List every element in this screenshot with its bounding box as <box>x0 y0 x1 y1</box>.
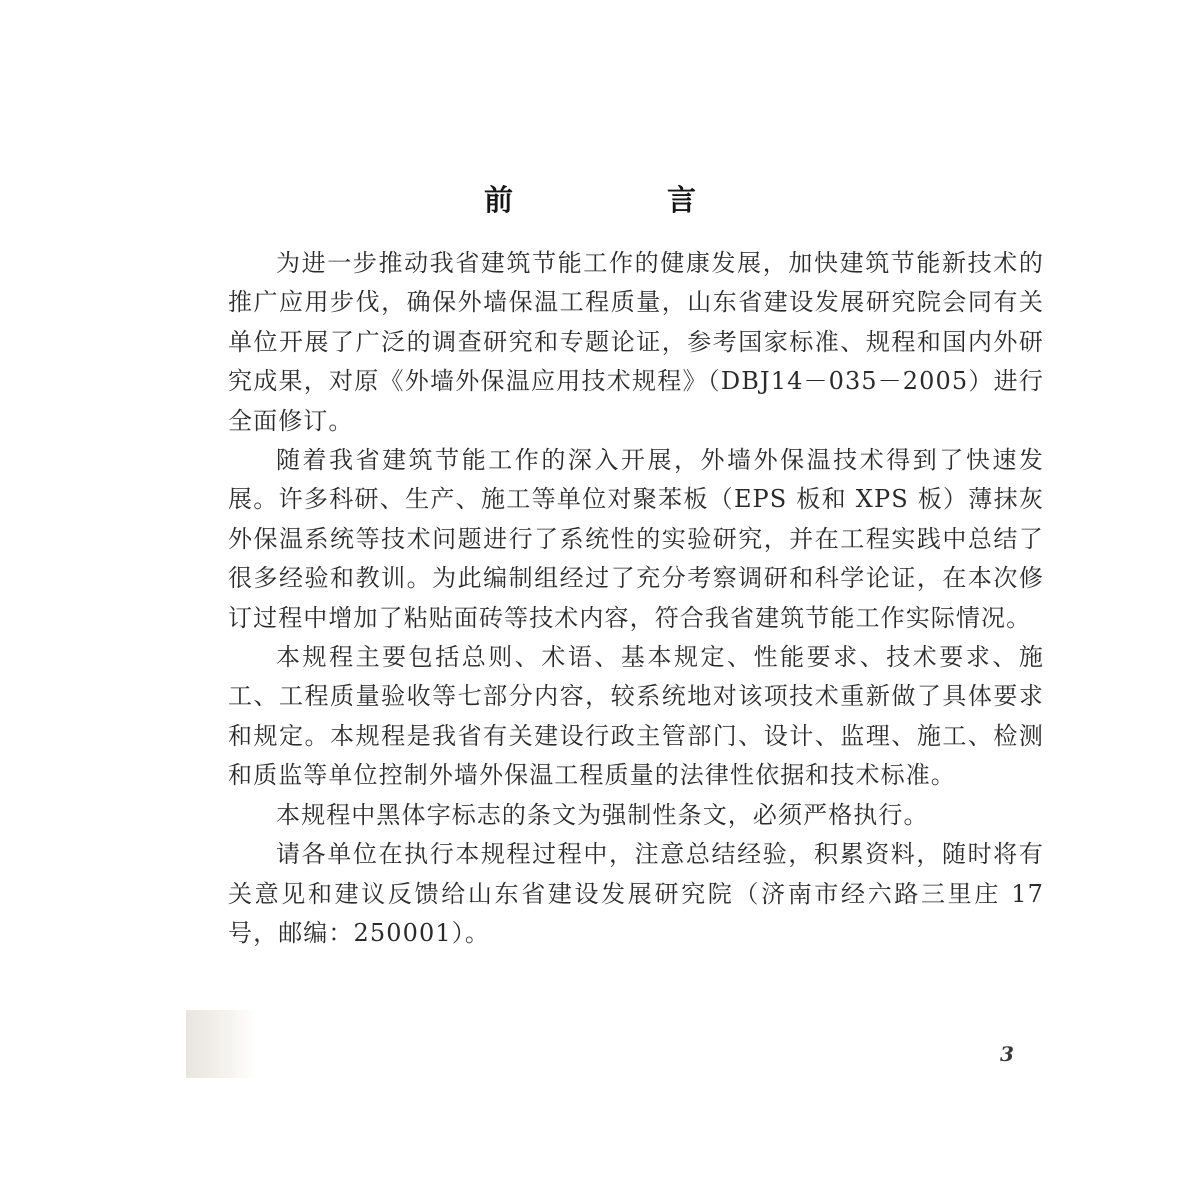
paragraph-4: 本规程中黑体字标志的条文为强制性条文，必须严格执行。 <box>276 800 929 829</box>
scan-shadow <box>186 1010 256 1078</box>
paragraph-5: 请各单位在执行本规程过程中，注意总结经验，积累资料，随时将有关意见和建议反馈给山东省建设发展研究院（济南市经六路三里庄 17 号，邮编：250001）。 <box>228 840 1044 947</box>
paragraph-1: 为进一步推动我省建筑节能工作的健康发展，加快建筑节能新技术的推广应用步伐，确保外墙保温工程质量，山东省建设发展研究院会同有关单位开展了广泛的调查研究和专题论证，参考国家标准、规程和国内外研究成果，对原《外墙外保温应用技术规程》（DBJ14－035－2005）进行全面修订。 <box>228 249 1044 435</box>
paragraph-2: 随着我省建筑节能工作的深入开展，外墙外保温技术得到了快速发展。许多科研、生产、施工等单位对聚苯板（EPS 板和 XPS 板）薄抹灰外保温系统等技术问题进行了系统性的实验研究，并在工程实践中总结了很多经验和教训。为此编制组经过了充分考察调研和科学论证，在本次修订过程中增加了粘贴面砖等技术内容，符合我省建筑节能工作实际情况。 <box>228 446 1044 632</box>
preface-body <box>228 244 1044 953</box>
page-number: 3 <box>1000 1042 1014 1066</box>
paragraph-3: 本规程主要包括总则、术语、基本规定、性能要求、技术要求、施工、工程质量验收等七部分内容，较系统地对该项技术重新做了具体要求和规定。本规程是我省有关建设行政主管部门、设计、监理、施工、检测和质监等单位控制外墙外保温工程质量的法律性依据和技术标准。 <box>228 643 1044 790</box>
page-title: 前 言 <box>483 183 769 217</box>
